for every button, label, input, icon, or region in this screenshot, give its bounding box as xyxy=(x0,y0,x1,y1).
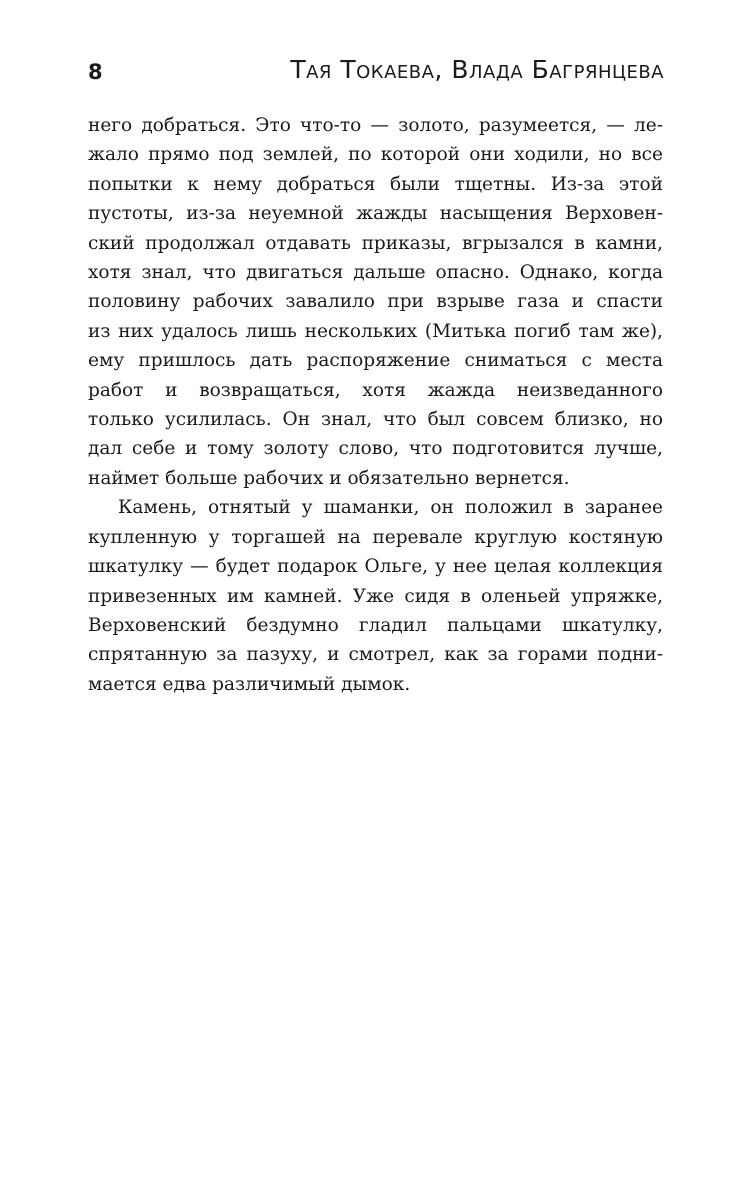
text-line: попытки к нему добраться были тщетны. Из-за этой xyxy=(88,173,663,195)
text-line: дал себе и тому золоту слово, что подготовится лучше, xyxy=(88,438,663,460)
text-line: ему пришлось дать распоряжение сниматься с места xyxy=(88,350,663,372)
text-line: него добраться. Это что-то — золото, разумеется, — ле- xyxy=(88,115,663,136)
text-line: жало прямо под землей, по которой они ходили, но все xyxy=(88,144,663,166)
text-line: ский продолжал отдавать приказы, вгрызался в камни, xyxy=(88,232,663,254)
paragraph-1 xyxy=(88,111,663,493)
text-line: Камень, отнятый у шаманки, он положил в заранее xyxy=(118,497,663,519)
running-head: Тая Токаева, Влада Багрянцева xyxy=(290,55,664,84)
text-line: шкатулку — будет подарок Ольге, у нее целая коллекция xyxy=(88,556,663,578)
text-line: Верховенский бездумно гладил пальцами шкатулку, xyxy=(88,614,663,636)
text-line: половину рабочих завалило при взрыве газа и спасти xyxy=(88,291,663,313)
paragraph-2 xyxy=(88,493,663,699)
text-line: привезенных им камней. Уже сидя в оленьей упряжке, xyxy=(88,585,663,607)
text-line: наймет больше рабочих и обязательно вернется. xyxy=(88,467,570,489)
text-line: мается едва различимый дымок. xyxy=(88,673,411,695)
text-line: только усилилась. Он знал, что был совсем близко, но xyxy=(88,409,663,431)
text-line: пустоты, из-за неуемной жажды насыщения Верховен- xyxy=(88,203,663,225)
text-line: спрятанную за пазуху, и смотрел, как за горами подни- xyxy=(88,644,663,666)
text-line: купленную у торгашей на перевале круглую костяную xyxy=(88,526,663,548)
text-line: хотя знал, что двигаться дальше опасно. Однако, когда xyxy=(88,262,663,284)
text-line: работ и возвращаться, хотя жажда неизведанного xyxy=(88,379,663,401)
page-number: 8 xyxy=(88,60,103,84)
text-line: из них удалось лишь нескольких (Митька погиб там же), xyxy=(88,320,663,342)
body-text xyxy=(88,111,663,699)
